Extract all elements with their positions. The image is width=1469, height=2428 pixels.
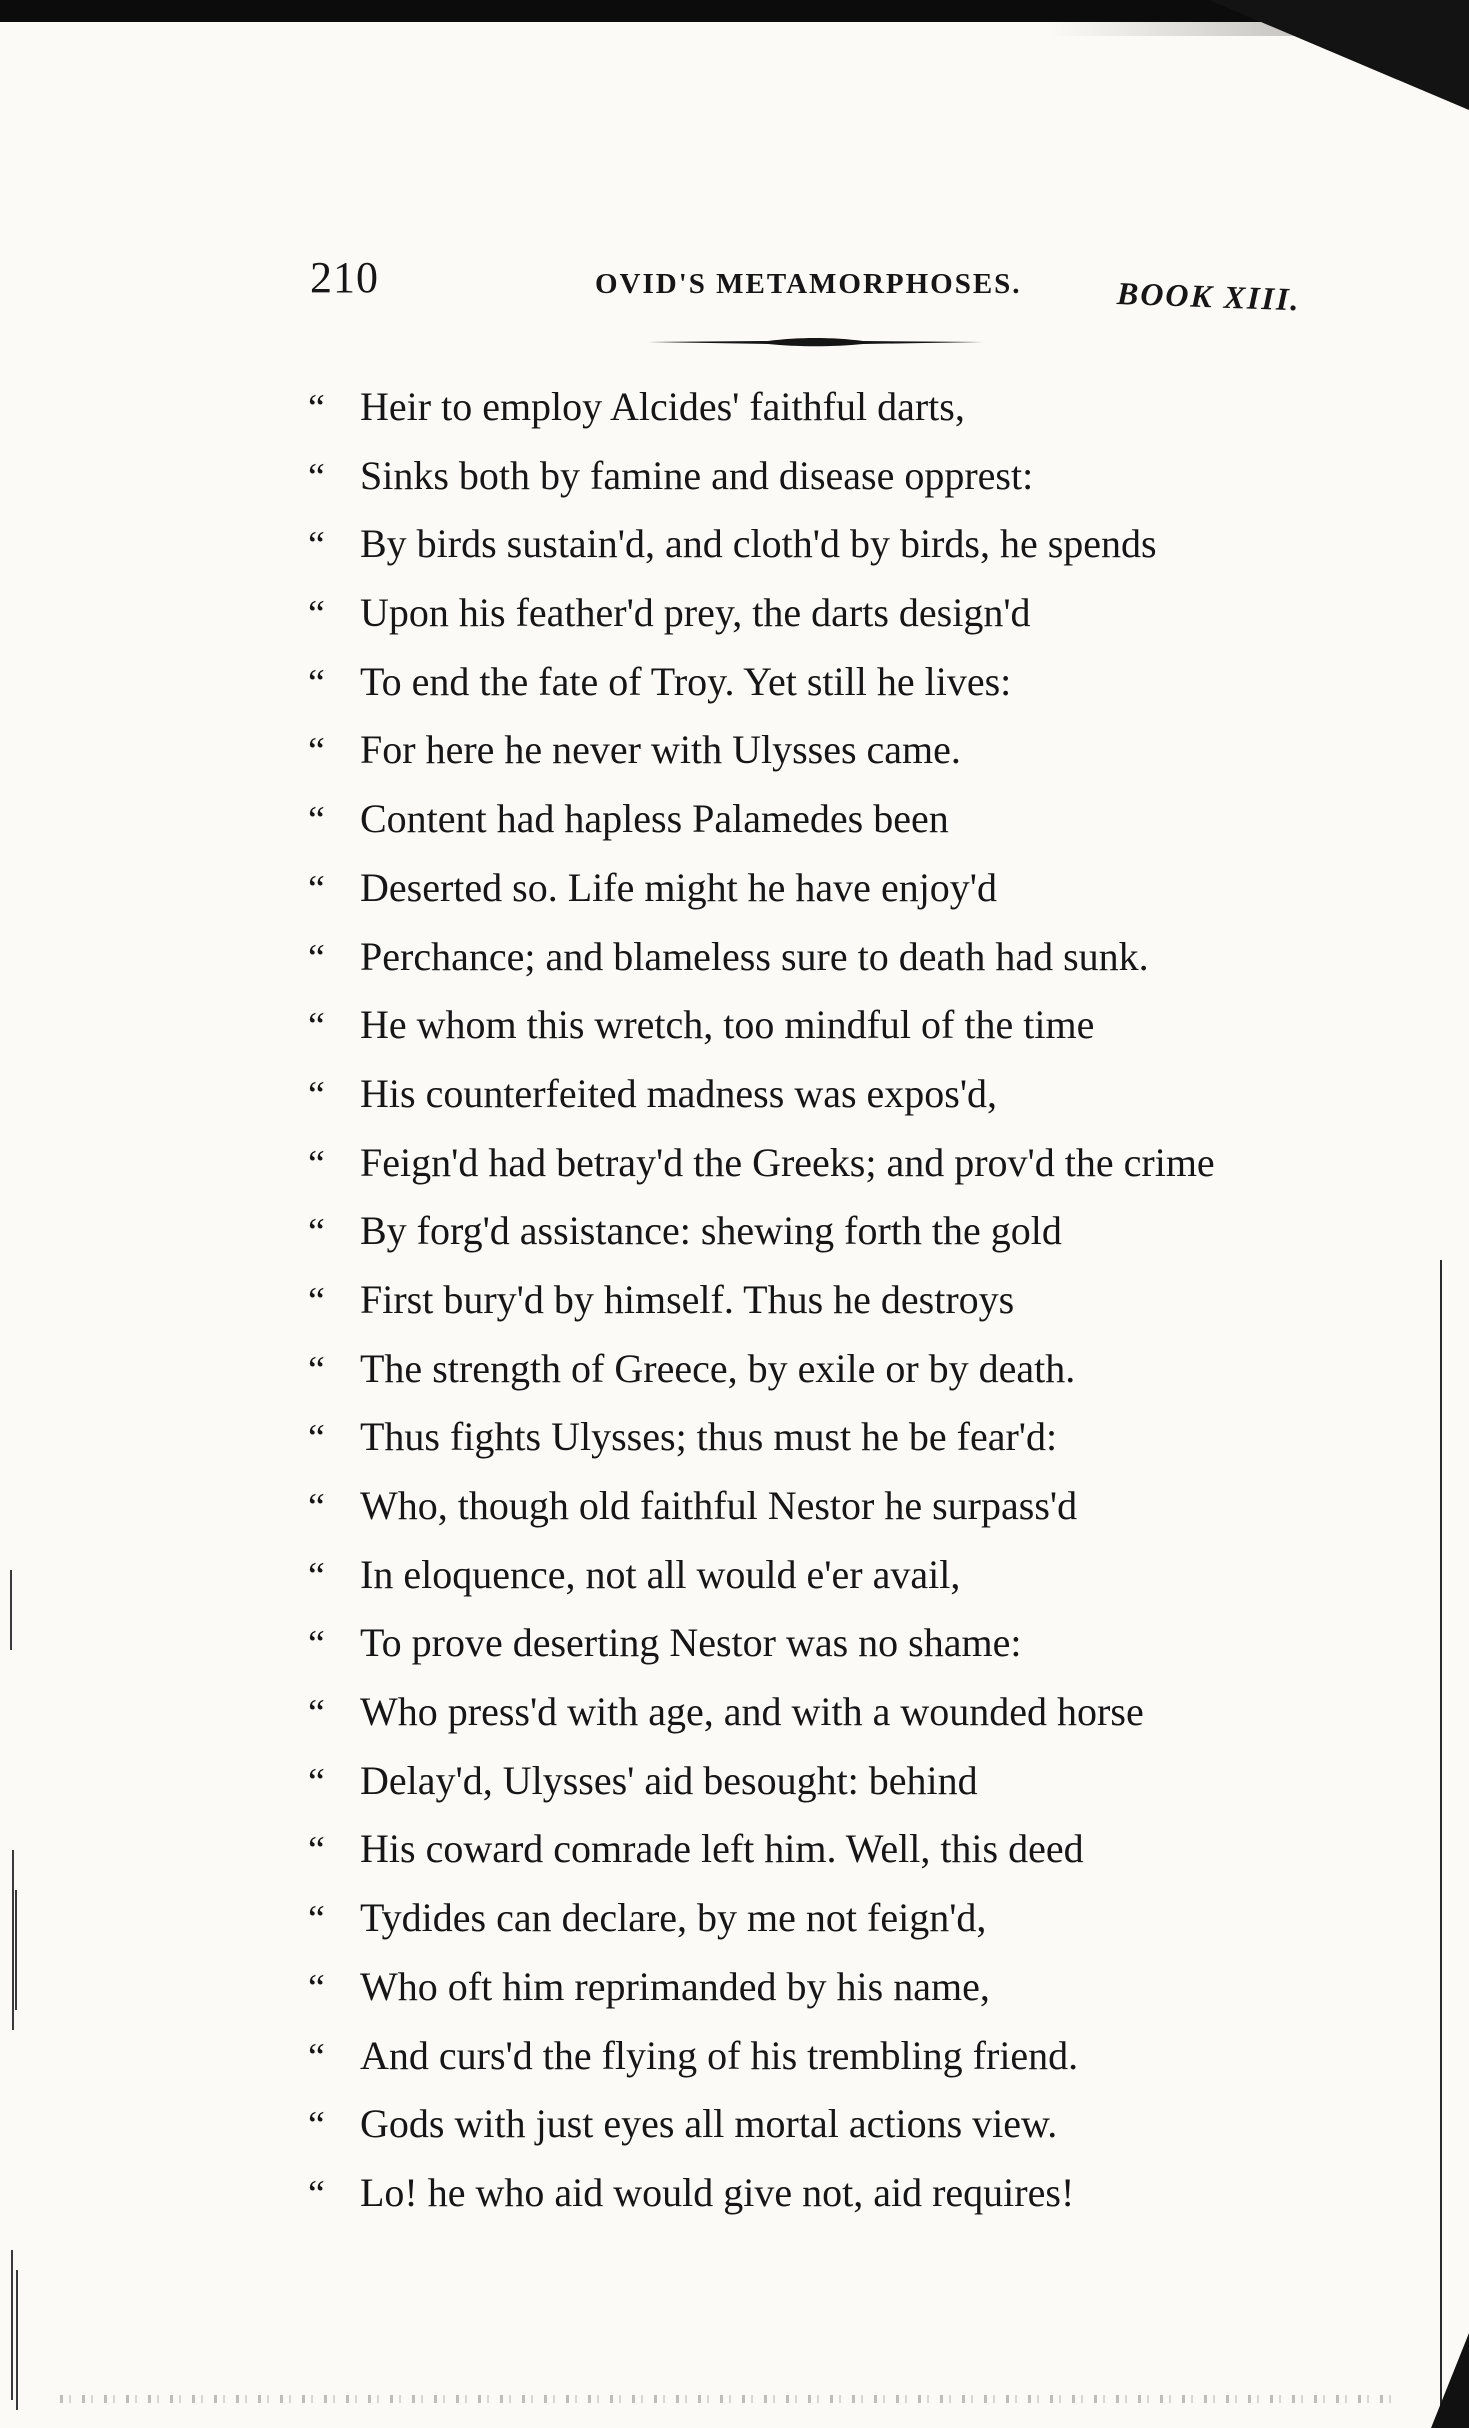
opening-quote-mark: “: [308, 1417, 325, 1460]
page-right-edge: [1440, 1260, 1442, 2420]
header-ornament-rule: [648, 336, 983, 348]
poem-line: [308, 2090, 1215, 2159]
poem-line-text: Sinks both by famine and disease opprest:: [360, 452, 1034, 498]
poem-line-text: For here he never with Ulysses came.: [360, 727, 961, 773]
opening-quote-mark: “: [308, 799, 325, 842]
page-bottom-corner: [1431, 2333, 1469, 2428]
running-title: OVID'S METAMORPHOSES.: [595, 268, 1022, 300]
poem-line-text: Lo! he who aid would give not, aid requires!: [360, 2169, 1075, 2215]
poem-line-text: The strength of Greece, by exile or by death.: [360, 1345, 1076, 1391]
poem-line: [308, 373, 1215, 442]
opening-quote-mark: “: [308, 1486, 325, 1528]
poem-line: [308, 785, 1215, 854]
opening-quote-mark: “: [308, 936, 325, 979]
opening-quote-mark: “: [308, 1898, 325, 1941]
opening-quote-mark: “: [308, 1005, 325, 1048]
poem-line-text: Feign'd had betray'd the Greeks; and prov'd the crime: [360, 1139, 1215, 1185]
poem-line-text: Heir to employ Alcides' faithful darts,: [360, 384, 965, 429]
poem-line: [308, 442, 1215, 511]
opening-quote-mark: “: [308, 1073, 325, 1116]
poem-line: [308, 648, 1215, 717]
poem-line-text: To prove deserting Nestor was no shame:: [360, 1620, 1022, 1666]
opening-quote-mark: “: [308, 2104, 325, 2147]
poem-line-text: Tydides can declare, by me not feign'd,: [360, 1895, 987, 1941]
scan-bottom-noise: [60, 2395, 1400, 2403]
poem-line-text: Thus fights Ulysses; thus must he be fear'd:: [360, 1414, 1058, 1460]
opening-quote-mark: “: [308, 867, 325, 910]
poem-line: [308, 1815, 1215, 1884]
page-number: 210: [310, 253, 379, 302]
poem-line-text: To end the fate of Troy. Yet still he lives:: [360, 658, 1012, 704]
poem-line: [308, 991, 1215, 1060]
poem-line-text: Content had hapless Palamedes been: [360, 796, 949, 842]
poem-line-text: By birds sustain'd, and cloth'd by birds, he spends: [360, 521, 1157, 567]
poem-line-text: By forg'd assistance: shewing forth the gold: [360, 1208, 1062, 1254]
poem-line: [308, 1060, 1215, 1129]
poem-line: [308, 1953, 1215, 2022]
opening-quote-mark: “: [308, 593, 325, 636]
opening-quote-mark: “: [308, 1554, 325, 1597]
opening-quote-mark: “: [308, 1829, 325, 1872]
opening-quote-mark: “: [308, 2035, 325, 2078]
poem-line-text: First bury'd by himself. Thus he destroys: [360, 1276, 1015, 1322]
poem-line-text: He whom this wretch, too mindful of the time: [360, 1002, 1095, 1048]
poem-line: [308, 1609, 1215, 1678]
scan-left-marks: [8, 1530, 22, 2410]
poem-line: [308, 923, 1215, 992]
page-corner-curl: [1209, 0, 1469, 110]
poem-line-text: Perchance; and blameless sure to death had sunk.: [360, 933, 1149, 979]
poem-line-text: Who, though old faithful Nestor he surpass'd: [360, 1483, 1078, 1528]
opening-quote-mark: “: [308, 387, 325, 429]
opening-quote-mark: “: [308, 1211, 325, 1254]
opening-quote-mark: “: [308, 1279, 325, 1322]
poem-line: [308, 2159, 1215, 2228]
poem-line: [308, 510, 1215, 579]
opening-quote-mark: “: [308, 1966, 325, 2009]
poem-line: [308, 854, 1215, 923]
poem-line-text: Who press'd with age, and with a wounded horse: [360, 1689, 1144, 1735]
poem-line: [308, 1747, 1215, 1816]
poem-line-text: Delay'd, Ulysses' aid besought: behind: [360, 1757, 978, 1803]
poem-line-text: And curs'd the flying of his trembling friend.: [360, 2032, 1079, 2078]
opening-quote-mark: “: [308, 455, 325, 498]
poem-line: [308, 1335, 1215, 1404]
poem-line: [308, 1266, 1215, 1335]
poem-line-text: Gods with just eyes all mortal actions view.: [360, 2101, 1058, 2147]
opening-quote-mark: “: [308, 1760, 325, 1803]
poem-line: [308, 579, 1215, 648]
poem-line: [308, 2022, 1215, 2091]
poem-line: [308, 1472, 1215, 1541]
opening-quote-mark: “: [308, 524, 325, 567]
poem-line: [308, 1678, 1215, 1747]
book-label: BOOK XIII.: [1116, 275, 1302, 318]
opening-quote-mark: “: [308, 1142, 325, 1185]
poem-line: [308, 1197, 1215, 1266]
poem-line-text: In eloquence, not all would e'er avail,: [360, 1551, 961, 1597]
poem-line-text: Upon his feather'd prey, the darts design'd: [360, 590, 1031, 636]
poem-line-text: His counterfeited madness was expos'd,: [360, 1070, 998, 1116]
opening-quote-mark: “: [308, 661, 325, 704]
poem-line-text: Deserted so. Life might he have enjoy'd: [360, 864, 998, 910]
poem-line: [308, 1403, 1215, 1472]
poem-text: [308, 373, 1215, 2228]
opening-quote-mark: “: [308, 1348, 325, 1391]
opening-quote-mark: “: [308, 2172, 325, 2215]
opening-quote-mark: “: [308, 1623, 325, 1666]
poem-line-text: His coward comrade left him. Well, this deed: [360, 1826, 1084, 1872]
poem-line: [308, 1541, 1215, 1610]
poem-line: [308, 1884, 1215, 1953]
opening-quote-mark: “: [308, 1692, 325, 1735]
poem-line: [308, 716, 1215, 785]
poem-line-text: Who oft him reprimanded by his name,: [360, 1963, 990, 2009]
poem-line: [308, 1129, 1215, 1198]
opening-quote-mark: “: [308, 730, 325, 773]
